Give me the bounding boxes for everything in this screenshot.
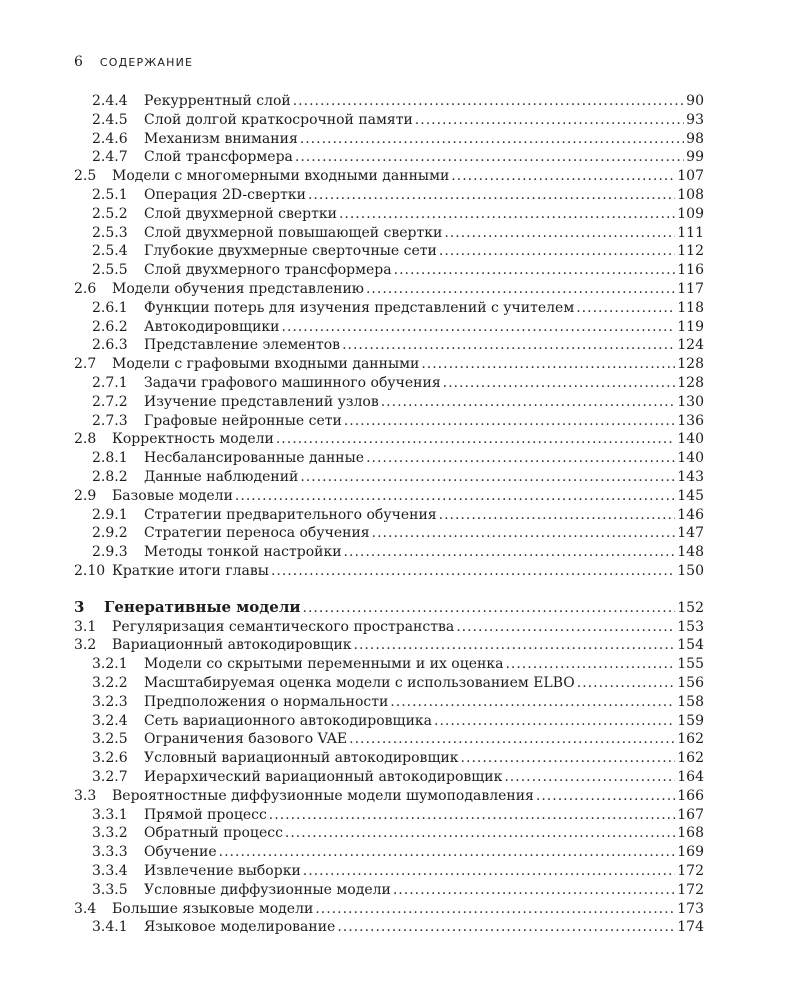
dot-leader (381, 393, 676, 412)
toc-entry-title: Вариационный автокодировщик (112, 637, 352, 654)
toc-entry-title: Рекуррентный слой (144, 93, 291, 109)
toc-entry[interactable] (74, 224, 704, 243)
toc-entry-page: 158 (677, 693, 704, 710)
dot-leader (451, 167, 675, 186)
dot-leader (394, 261, 676, 280)
toc-entry-title: Глубокие двухмерные сверточные сети (144, 243, 437, 260)
dot-leader (439, 242, 675, 261)
toc-entry-number: 3.3.5 (92, 881, 128, 898)
toc-entry[interactable] (74, 487, 704, 506)
dot-leader (444, 224, 675, 243)
toc-entry-page: 162 (677, 731, 704, 748)
toc-entry-title: Стратегии переноса обучения (144, 525, 370, 542)
toc-entry-title: Слой трансформера (144, 149, 293, 166)
dot-leader (235, 487, 675, 506)
running-title: СОДЕРЖАНИЕ (99, 56, 194, 69)
toc-entry[interactable] (74, 374, 704, 393)
toc-entry-page: 128 (677, 375, 704, 391)
toc-entry-title: Условный вариационный автокодировщик (144, 750, 459, 767)
toc-entry[interactable] (74, 111, 704, 130)
toc-entry-page: 164 (677, 769, 704, 785)
dot-leader (285, 824, 675, 843)
toc-entry-title: Регуляризация семантического пространства (112, 618, 455, 635)
toc-entry-number: 2.10 (74, 563, 106, 579)
dot-leader (421, 355, 675, 374)
toc-entry-page: 124 (677, 337, 704, 354)
toc-entry[interactable] (74, 506, 704, 525)
toc-entry[interactable] (74, 598, 704, 617)
toc-entry[interactable] (74, 806, 704, 825)
dot-leader (300, 130, 684, 149)
toc-entry[interactable] (74, 205, 704, 224)
toc-entry-page: 117 (677, 281, 704, 297)
toc-entry-number: 3.3.4 (92, 863, 128, 879)
toc-entry[interactable] (74, 655, 704, 674)
toc-entry-number: 3.2.1 (92, 656, 128, 673)
toc-entry-title: Задачи графового машинного обучения (144, 375, 441, 391)
toc-entry-title: Большие языковые модели (112, 900, 314, 917)
dot-leader (536, 787, 675, 806)
toc-entry-title: Базовые модели (112, 487, 233, 504)
dot-leader (354, 636, 676, 655)
dot-leader (339, 205, 675, 224)
toc-entry-page: 169 (677, 844, 704, 861)
toc-entry-number: 2.8 (74, 431, 97, 448)
dot-leader (344, 543, 676, 562)
toc-entry-number: 3.2.7 (92, 769, 128, 785)
toc-entry-number: 2.6 (74, 281, 97, 297)
toc-entry-page: 108 (677, 187, 704, 203)
toc-entry-page: 111 (677, 224, 704, 241)
toc-entry-page: 152 (677, 599, 704, 616)
dot-leader (303, 599, 676, 618)
toc-entry-page: 147 (677, 525, 704, 542)
toc-entry-page: 140 (677, 431, 704, 448)
toc-entry-title: Слой двухмерной свертки (144, 205, 337, 222)
toc-entry[interactable] (74, 280, 704, 299)
toc-entry-page: 155 (677, 656, 704, 673)
toc-entry-page: 112 (677, 243, 704, 260)
toc-entry-title: Механизм внимания (144, 130, 298, 147)
toc-entry[interactable] (74, 261, 704, 280)
toc-entry[interactable] (74, 393, 704, 412)
toc-entry-number: 3 (74, 597, 85, 616)
toc-entry-page: 98 (686, 130, 704, 147)
dot-leader (390, 693, 675, 712)
toc-entry[interactable] (74, 712, 704, 731)
dot-leader (456, 618, 675, 637)
dot-leader (344, 412, 675, 431)
toc-entry-title: Ограничения базового VAE (144, 731, 348, 748)
dot-leader (366, 280, 675, 299)
dot-leader (276, 430, 675, 449)
toc-entry-page: 140 (677, 450, 704, 467)
toc-entry[interactable] (74, 186, 704, 205)
dot-leader (308, 186, 675, 205)
toc-entry[interactable] (74, 918, 704, 937)
toc-entry-title: Слой двухмерной повышающей свертки (144, 224, 443, 241)
toc-entry-number: 3.2 (74, 637, 97, 654)
toc-entry-number: 2.5.5 (92, 262, 128, 279)
toc-entry-number: 2.7.3 (92, 412, 128, 429)
toc-entry-page: 130 (677, 393, 704, 410)
dot-leader (415, 111, 684, 130)
toc-entry-title: Обратный процесс (144, 825, 283, 842)
dot-leader (372, 524, 676, 543)
toc-entry[interactable] (74, 242, 704, 261)
toc-entry[interactable] (74, 768, 704, 787)
toc-entry-title: Автокодировщики (144, 318, 280, 335)
toc-entry-title: Вероятностные диффузионные модели шумоподавления (112, 787, 534, 804)
toc-entry[interactable] (74, 824, 704, 843)
toc-entry[interactable] (74, 336, 704, 355)
toc-entry-number: 2.7.2 (92, 393, 128, 410)
dot-leader (282, 318, 676, 337)
toc-entry-page: 146 (677, 506, 704, 523)
toc-entry-page: 173 (677, 900, 704, 917)
toc-entry[interactable] (74, 543, 704, 562)
toc-entry-page: 166 (677, 787, 704, 804)
dot-leader (303, 862, 675, 881)
toc-entry-number: 2.4.5 (92, 111, 128, 128)
toc-entry-number: 2.5.3 (92, 224, 128, 241)
toc-entry-title: Изучение представлений узлов (144, 393, 379, 410)
page-header (74, 54, 193, 70)
toc-entry-title: Модели обучения представлению (112, 281, 364, 297)
toc-entry-number: 3.3 (74, 787, 97, 804)
toc-entry-title: Слой двухмерного трансформера (144, 262, 392, 279)
toc-entry[interactable] (74, 468, 704, 487)
toc-entry-title: Методы тонкой настройки (144, 544, 342, 561)
toc-entry-page: 148 (677, 544, 704, 561)
dot-leader (271, 562, 675, 581)
toc-entry[interactable] (74, 749, 704, 768)
dot-leader (337, 918, 675, 937)
toc-entry-page: 118 (677, 299, 704, 316)
toc-entry[interactable] (74, 900, 704, 919)
dot-leader (576, 299, 675, 318)
dot-leader (505, 655, 675, 674)
toc-entry-title: Несбалансированные данные (144, 450, 365, 467)
toc-entry-title: Модели с многомерными входными данными (112, 168, 450, 185)
dot-leader (342, 336, 675, 355)
toc-entry[interactable] (74, 92, 704, 111)
toc-entry[interactable] (74, 167, 704, 186)
toc-entry-title: Слой долгой краткосрочной памяти (144, 111, 413, 128)
toc-entry-page: 116 (677, 262, 704, 279)
toc-entry-title: Предположения о нормальности (144, 693, 389, 710)
toc-entry[interactable] (74, 881, 704, 900)
toc-entry-number: 3.3.1 (92, 806, 128, 823)
toc-entry-number: 2.4.7 (92, 149, 128, 166)
dot-leader (443, 374, 676, 393)
dot-leader (461, 749, 676, 768)
toc-entry-number: 3.4.1 (92, 919, 128, 936)
toc-entry-title: Извлечение выборки (144, 863, 301, 879)
toc-entry-number: 2.9.3 (92, 544, 128, 561)
toc-entry-page: 150 (677, 563, 704, 579)
toc-entry-title: Прямой процесс (144, 806, 267, 823)
toc-entry-number: 3.2.5 (92, 731, 128, 748)
dot-leader (366, 449, 675, 468)
dot-leader (393, 881, 675, 900)
toc-entry-title: Языковое моделирование (144, 919, 336, 936)
dot-leader (269, 806, 675, 825)
toc-entry-title: Функции потерь для изучения представлений с учителем (144, 299, 575, 316)
dot-leader (434, 712, 675, 731)
toc-entry-number: 2.8.2 (92, 469, 128, 485)
toc-entry-number: 3.2.4 (92, 712, 128, 729)
toc-entry[interactable] (74, 299, 704, 318)
toc-entry-title: Масштабируемая оценка модели с использованием ELBO (144, 675, 575, 691)
toc-entry-title: Сеть вариационного автокодировщика (144, 712, 432, 729)
toc-entry-page: 90 (686, 93, 704, 109)
dot-leader (219, 843, 676, 862)
toc-entry-number: 2.5.1 (92, 187, 128, 203)
toc-entry[interactable] (74, 524, 704, 543)
toc-entry-title: Операция 2D-свертки (144, 187, 306, 203)
toc-entry-page: 162 (677, 750, 704, 767)
toc-entry[interactable] (74, 449, 704, 468)
toc-entry-number: 2.6.1 (92, 299, 128, 316)
toc-entry-title: Корректность модели (112, 431, 274, 448)
toc-entry[interactable] (74, 730, 704, 749)
toc-entry[interactable] (74, 693, 704, 712)
toc-entry-number: 3.1 (74, 618, 97, 635)
toc-entry-page: 119 (677, 318, 704, 335)
dot-leader (577, 674, 676, 693)
toc-entry-page: 145 (677, 487, 704, 504)
toc-entry-number: 3.2.3 (92, 693, 128, 710)
toc-entry-number: 2.4.6 (92, 130, 128, 147)
toc-entry-page: 153 (677, 618, 704, 635)
toc-entry-page: 143 (677, 469, 704, 485)
toc-entry-number: 2.7 (74, 356, 97, 373)
toc-entry-page: 109 (677, 205, 704, 222)
dot-leader (349, 730, 675, 749)
toc-entry-page: 167 (677, 806, 704, 823)
toc-entry-title: Стратегии предварительного обучения (144, 506, 437, 523)
toc-entry[interactable] (74, 843, 704, 862)
toc-entry-number: 2.5.4 (92, 243, 128, 260)
toc-entry[interactable] (74, 636, 704, 655)
toc-entry-number: 2.9.1 (92, 506, 128, 523)
toc-entry-title: Условные диффузионные модели (144, 881, 391, 898)
toc-entry[interactable] (74, 618, 704, 637)
toc-entry-page: 107 (677, 168, 704, 185)
dot-leader (295, 148, 684, 167)
toc-entry[interactable] (74, 787, 704, 806)
toc-entry[interactable] (74, 318, 704, 337)
toc-entry[interactable] (74, 148, 704, 167)
toc-entry-page: 99 (686, 149, 704, 166)
toc-entry-page: 172 (677, 863, 704, 879)
toc-entry-title: Представление элементов (144, 337, 341, 354)
toc-entry-number: 3.2.6 (92, 750, 128, 767)
toc-entry-title: Иерархический вариационный автокодировщик (144, 769, 503, 785)
toc-entry-page: 136 (677, 412, 704, 429)
toc-entry-number: 3.3.3 (92, 844, 128, 861)
toc-entry-number: 2.8.1 (92, 450, 128, 467)
toc-entry[interactable] (74, 355, 704, 374)
toc-entry-title: Графовые нейронные сети (144, 412, 342, 429)
dot-leader (300, 468, 675, 487)
dot-leader (439, 506, 676, 525)
toc-entry[interactable] (74, 562, 704, 581)
toc-entry[interactable] (74, 130, 704, 149)
toc-entry[interactable] (74, 862, 704, 881)
toc-entry-number: 2.6.2 (92, 318, 128, 335)
toc-entry-page: 172 (677, 881, 704, 898)
toc-entry-page: 174 (677, 919, 704, 936)
dot-leader (504, 768, 675, 787)
toc-entry-title: Обучение (144, 844, 217, 861)
toc-entry[interactable] (74, 412, 704, 431)
toc-entry-page: 159 (677, 712, 704, 729)
toc-entry-title: Генеративные модели (104, 597, 301, 616)
toc-entry-page: 93 (686, 111, 704, 128)
dot-leader (293, 92, 684, 111)
toc-entry-page: 156 (677, 675, 704, 691)
toc-entry-number: 2.5 (74, 168, 97, 185)
toc-entry-title: Краткие итоги главы (112, 563, 269, 579)
toc-entry-title: Модели со скрытыми переменными и их оценка (144, 656, 504, 673)
toc-entry-number: 2.9.2 (92, 525, 128, 542)
toc-entry-page: 154 (677, 637, 704, 654)
toc-entry-number: 2.9 (74, 487, 97, 504)
toc-entry-page: 168 (677, 825, 704, 842)
toc-entry-number: 2.4.4 (92, 93, 128, 109)
toc-entry-number: 2.6.3 (92, 337, 128, 354)
toc-entry-title: Данные наблюдений (144, 469, 299, 485)
toc-entry[interactable] (74, 674, 704, 693)
dot-leader (315, 900, 675, 919)
toc-entry[interactable] (74, 430, 704, 449)
toc-entry-number: 2.5.2 (92, 205, 128, 222)
toc-entry-number: 3.2.2 (92, 675, 128, 691)
toc-entry-number: 2.7.1 (92, 375, 128, 391)
toc-entry-number: 3.3.2 (92, 825, 128, 842)
toc-entry-title: Модели с графовыми входными данными (112, 356, 420, 373)
page-number: 6 (74, 54, 84, 70)
toc-entry-page: 128 (677, 356, 704, 373)
toc-entry-number: 3.4 (74, 900, 97, 917)
